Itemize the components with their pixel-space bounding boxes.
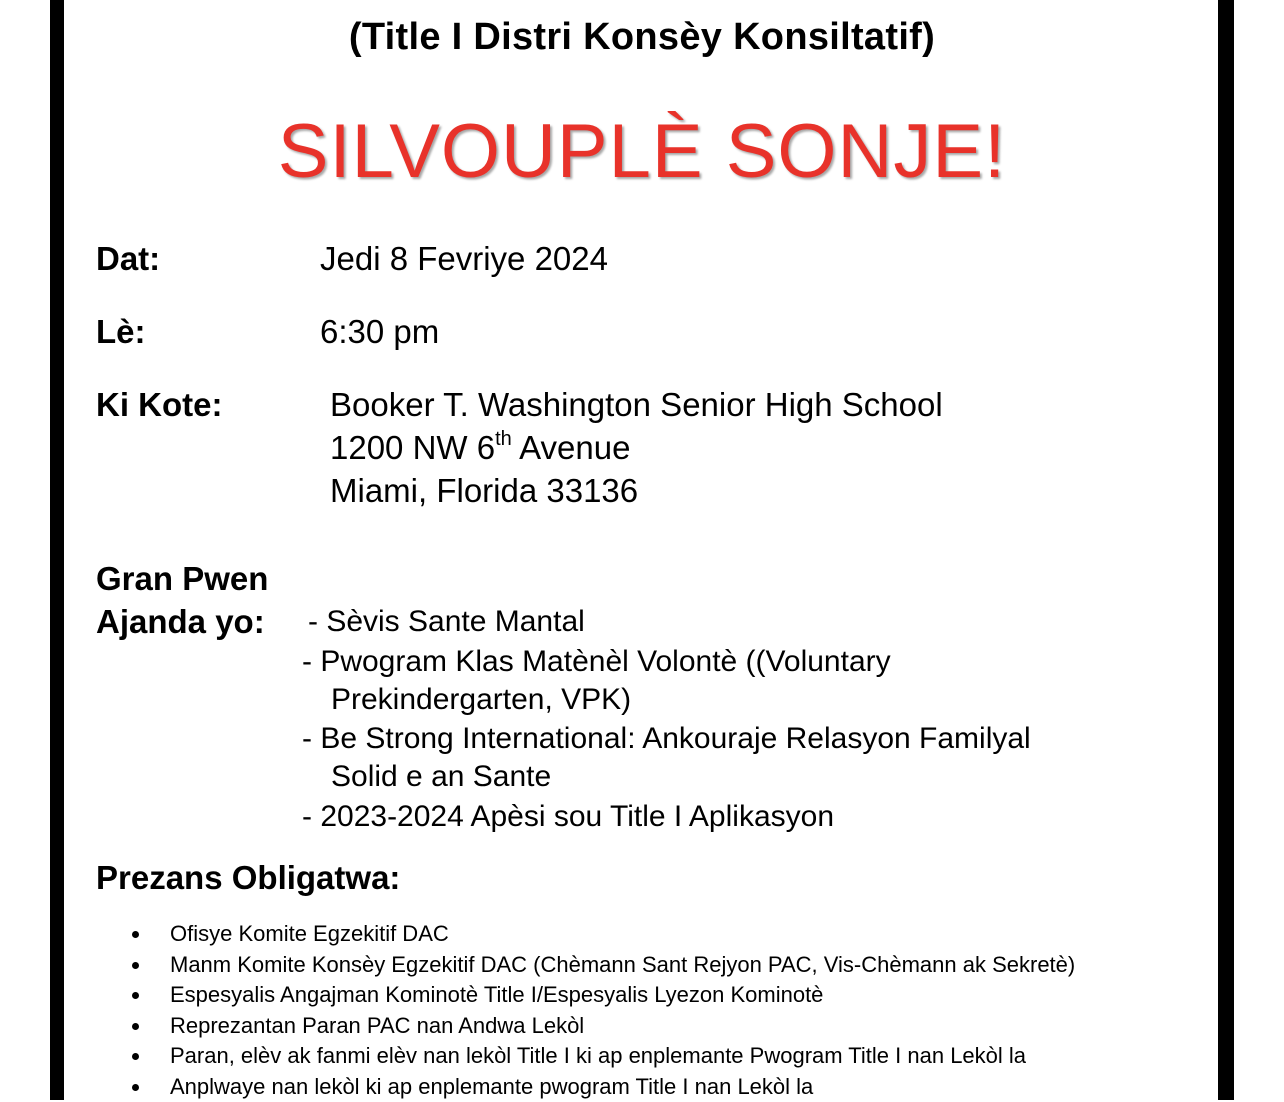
attendance-item-text: Manm Komite Konsèy Egzekitif DAC (Chèmann Sant Rejyon PAC, Vis-Chèmann ak Sekretè) xyxy=(170,952,1075,977)
attendance-list xyxy=(130,919,1075,1102)
attendance-heading: Prezans Obligatwa: xyxy=(96,859,400,897)
location-city-state-zip: Miami, Florida 33136 xyxy=(330,472,638,510)
council-subtitle: (Title I Distri Konsèy Konsiltatif) xyxy=(0,16,1284,59)
bullet-icon xyxy=(132,962,139,969)
location-school-name: Booker T. Washington Senior High School xyxy=(330,386,943,424)
agenda-item: - Be Strong International: Ankouraje Relasyon Familyal xyxy=(302,722,1031,756)
date-value: Jedi 8 Fevriye 2024 xyxy=(320,240,608,278)
bullet-icon xyxy=(132,992,139,999)
agenda-item-continuation: Prekindergarten, VPK) xyxy=(331,683,631,717)
reminder-headline: SILVOUPLÈ SONJE! xyxy=(0,108,1284,195)
time-value: 6:30 pm xyxy=(320,313,439,351)
bullet-icon xyxy=(132,1084,139,1091)
agenda-label-line1: Gran Pwen xyxy=(96,560,268,598)
agenda-item: - 2023-2024 Apèsi sou Title I Aplikasyon xyxy=(302,800,834,834)
attendance-item-text: Ofisye Komite Egzekitif DAC xyxy=(170,921,449,946)
location-street-number: 1200 NW 6 xyxy=(330,429,495,466)
bullet-icon xyxy=(132,931,139,938)
location-street-address xyxy=(330,429,630,467)
attendance-item-text: Espesyalis Angajman Kominotè Title I/Espesyalis Lyezon Kominotè xyxy=(170,982,823,1007)
attendance-list-item xyxy=(130,1011,1075,1042)
attendance-item-text: Anplwaye nan lekòl ki ap enplemante pwogram Title I nan Lekòl la xyxy=(170,1074,813,1099)
location-label: Ki Kote: xyxy=(96,386,223,424)
location-street-ordinal: th xyxy=(495,428,512,450)
attendance-list-item xyxy=(130,1072,1075,1102)
location-street-suffix: Avenue xyxy=(512,429,631,466)
date-label: Dat: xyxy=(96,240,160,278)
agenda-item: - Pwogram Klas Matènèl Volontè ((Voluntary xyxy=(302,645,891,679)
attendance-list-item xyxy=(130,1041,1075,1072)
attendance-item-text: Paran, elèv ak fanmi elèv nan lekòl Title I ki ap enplemante Pwogram Title I nan Lekòl la xyxy=(170,1043,1026,1068)
attendance-list-item xyxy=(130,950,1075,981)
agenda-item-continuation: Solid e an Sante xyxy=(331,760,551,794)
bullet-icon xyxy=(132,1023,139,1030)
bullet-icon xyxy=(132,1053,139,1060)
attendance-list-item xyxy=(130,980,1075,1011)
attendance-item-text: Reprezantan Paran PAC nan Andwa Lekòl xyxy=(170,1013,584,1038)
time-label: Lè: xyxy=(96,313,146,351)
agenda-item: - Sèvis Sante Mantal xyxy=(308,605,585,639)
agenda-label-line2: Ajanda yo: xyxy=(96,603,265,641)
attendance-list-item xyxy=(130,919,1075,950)
